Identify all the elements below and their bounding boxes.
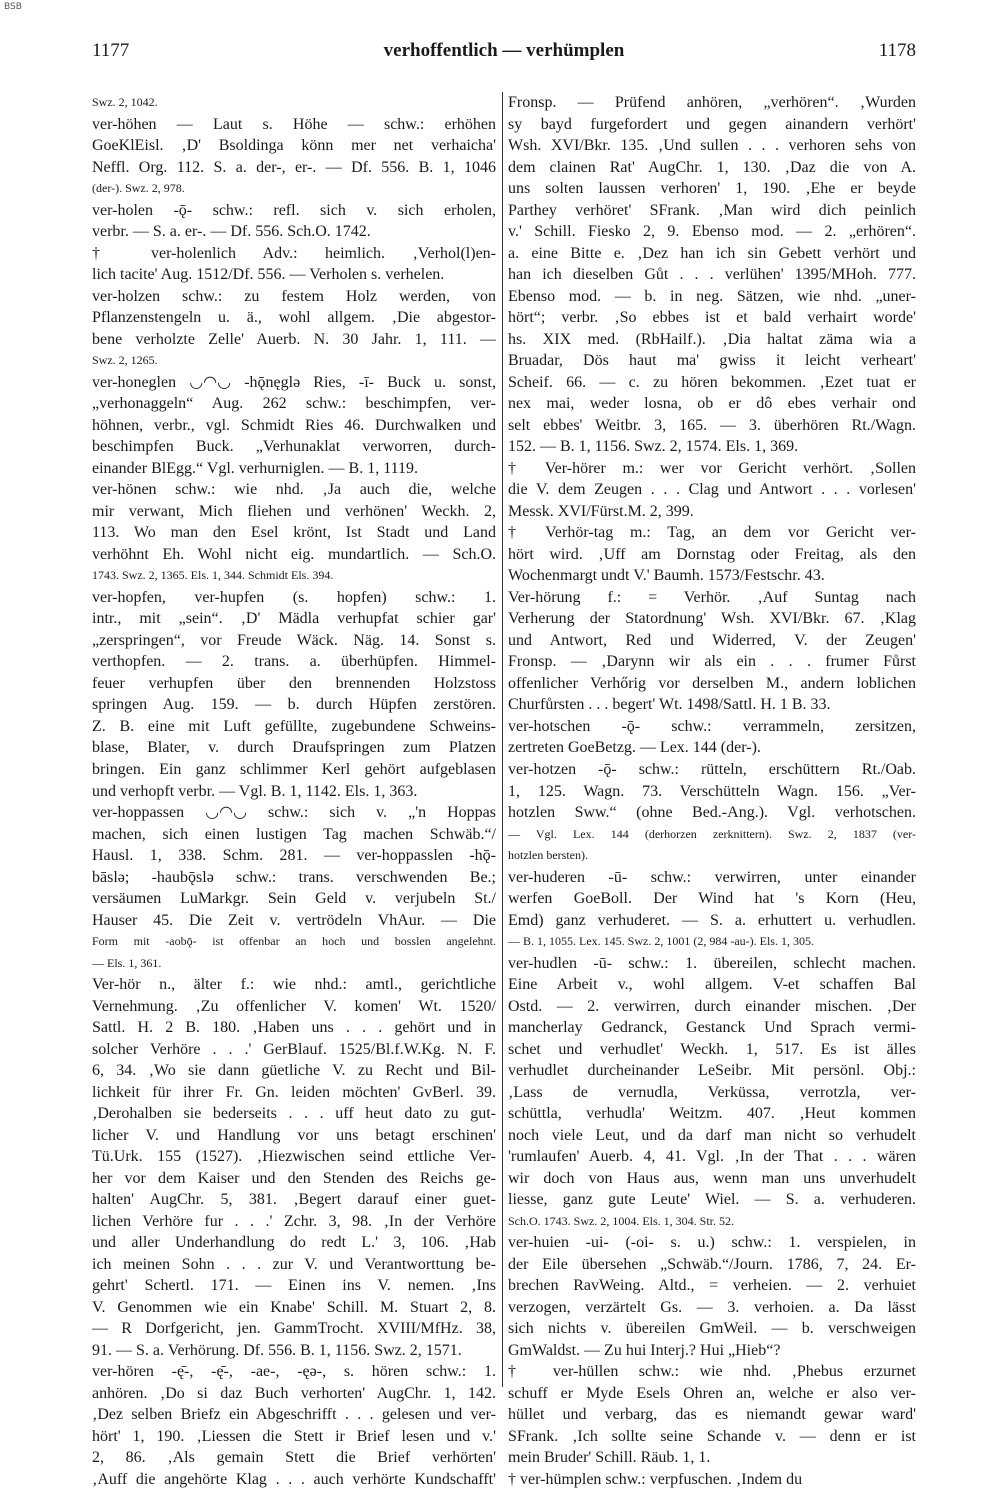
text-line: verhöhnt Eh. Wohl nicht eig. mundartlich. — Sch.O. bbox=[92, 545, 496, 563]
text-line: liesse, ganz gute Leute' Wiel. — S. a. verhuderen. bbox=[508, 1191, 916, 1209]
text-line: gehrt' Schertl. 171. — Einen ins V. nemen. ‚Ins bbox=[92, 1277, 496, 1295]
text-line: ver-holzen schw.: zu festem Holz werden, von bbox=[92, 287, 496, 305]
text-line: ver-höhen — Laut s. Höhe — schw.: erhöhen bbox=[92, 115, 496, 133]
text-line: werfen GoeBoll. Der Wind hat 's Korn (Heu, bbox=[508, 890, 916, 908]
text-line: „zerspringen“, vor Freude Wäck. Näg. 14. Sonst s. bbox=[92, 631, 496, 649]
text-line: Wochenmargt undt V.' Baumh. 1573/Festschr. 43. bbox=[508, 567, 825, 585]
text-line: — R Dorfgericht, jen. GammTrocht. XVIII/MfHz. 38, bbox=[92, 1320, 496, 1338]
text-line: ver-hudlen -ū- schw.: 1. übereilen, schlecht machen. bbox=[508, 954, 916, 972]
text-line: Ver-hör n., älter f.: wie nhd.: amtl., gerichtliche bbox=[92, 976, 496, 994]
text-line: ‚Auff die angehörte Klag . . . auch verhörte Kundschafft' bbox=[92, 1471, 496, 1488]
text-line: GoeKlEisl. ‚D' Bsoldinga könn mer net verhaicha' bbox=[92, 137, 496, 155]
text-line: einander BlEgg.“ Vgl. verhurniglen. — B. 1, 1119. bbox=[92, 459, 419, 477]
text-line: mancherlay Gedranck, Gestanck Und Sprach vermi- bbox=[508, 1019, 916, 1037]
text-line: lich tacite' Aug. 1512/Df. 556. — Verholen s. verhelen. bbox=[92, 266, 445, 284]
text-line: halten' AugChr. 5, 381. ‚Begert darauf einer guet- bbox=[92, 1191, 496, 1209]
text-line: 'rumlaufen' Auerb. 4, 41. Vgl. ‚In der That . . . wären bbox=[508, 1148, 916, 1166]
text-line: und Antwort, Red und Widerred, V. der Zeugen' bbox=[508, 631, 916, 649]
text-line: anhören. ‚Do si daz Buch verhorten' AugChr. 1, 142. bbox=[92, 1384, 496, 1402]
text-line: † Verhör-tag m.: Tag, an dem vor Gericht ver- bbox=[508, 524, 916, 542]
text-line: springen Aug. 159. — b. durch Hüpfen zerstören. bbox=[92, 696, 496, 714]
text-line: Sattl. H. 2 B. 180. ‚Haben uns . . . gehört und in bbox=[92, 1019, 496, 1037]
text-line: schet und verhudlet' Weckh. 1, 517. Es ist älles bbox=[508, 1040, 916, 1058]
text-line: hotzlen Sww.“ (ohne Bed.-Ang.). Vgl. verhotschen. bbox=[508, 804, 916, 822]
text-line: Tü.Urk. 155 (1527). ‚Hiezwischen seind ettliche Ver- bbox=[92, 1148, 496, 1166]
library-stamp: BSB bbox=[4, 2, 22, 12]
text-line: noch viele Leut, und da darf man nicht so verhudelt bbox=[508, 1126, 916, 1144]
text-line: lichen Verhöre fur . . .' Zchr. 3, 98. ‚In der Verhöre bbox=[92, 1212, 496, 1230]
text-line: Pflanzenstengeln u. ä., wohl allgem. ‚Die abgestor- bbox=[92, 309, 496, 327]
text-line: 1, 125. Wagn. 73. Verschütteln Wagn. 156. „Ver- bbox=[508, 782, 916, 800]
text-line: han ich dieselben Gůt . . . verlühen' 1395/MHoh. 777. bbox=[508, 266, 916, 284]
text-line: Wsh. XVI/Bkr. 135. ‚Und sullen . . . verhoren sehs von bbox=[508, 137, 916, 155]
right-column bbox=[508, 92, 916, 1491]
text-line: bāslə; -haubǭslə schw.: trans. verschwenden Be.; bbox=[92, 868, 496, 886]
text-line: zertreten GoeBetzg. — Lex. 144 (der-). bbox=[508, 739, 761, 757]
text-line: 2, 86. ‚Als gemain Stett die Brief verhörten' bbox=[92, 1449, 496, 1467]
text-line: hört' 1, 190. ‚Liessen die Stett ir Brief lesen und v.' bbox=[92, 1427, 496, 1445]
text-line: brechen RavWeing. Altd., = verheien. — 2. verhuiet bbox=[508, 1277, 916, 1295]
text-line: GmWaldst. — Zu hui Interj.? Hui „Hieb“? bbox=[508, 1341, 781, 1359]
text-line: hört wird. ‚Uff am Dornstag oder Freitag, als den bbox=[508, 545, 916, 563]
text-line: Eine Arbeit v., wohl allgem. V-et schaffen Bal bbox=[508, 976, 916, 994]
text-line: v.' Schill. Fiesko 2, 9. Ebenso mod. — 2. „erhören“. bbox=[508, 223, 916, 241]
text-line: der Eile übersehen „Schwäb.“/Journ. 1786, 7, 24. Er- bbox=[508, 1255, 916, 1273]
text-line: Churfůrsten . . . begert' Wt. 1498/Sattl. H. 1 B. 33. bbox=[508, 696, 831, 714]
text-line: hört“; verbr. ‚So ebbes ist et bald verhairt worde' bbox=[508, 309, 916, 327]
text-line: ver-hotzen -ǭ- schw.: rütteln, erschüttern Rt./Oab. bbox=[508, 760, 916, 778]
text-line: ‚Lass de vernudla, Verküssa, verrotzla, ver- bbox=[508, 1083, 916, 1101]
running-title: verhoffentlich — verhümplen bbox=[383, 40, 625, 61]
text-line: verhudlet durcheinander LeSeibr. Mit persönl. Obj.: bbox=[508, 1062, 916, 1080]
text-line: Hausl. 1, 338. Schm. 281. — ver-hoppasslen -hǭ- bbox=[92, 847, 496, 865]
text-line: — B. 1, 1055. Lex. 145. Swz. 2, 1001 (2, 984 -au-). Els. 1, 305. bbox=[508, 934, 814, 949]
text-line: beschimpfen Buck. „Verhunaklat verworren, durch- bbox=[92, 438, 496, 456]
text-line: uns solten laussen verhoren' 1, 190. ‚Ehe er beyde bbox=[508, 180, 916, 198]
text-line: bene verholzte Zelle' Auerb. N. 30 Jahr. 1, 111. — bbox=[92, 330, 496, 348]
text-line: selt ebbes' Weitbr. 3, 165. — 3. überhören Rt./Wagn. bbox=[508, 416, 916, 434]
text-line: verzogen, verzärtelt Gs. — 3. verhoien. a. Da lässt bbox=[508, 1298, 916, 1316]
text-line: Scheif. 66. — c. zu hören bekommen. ‚Ezet tuat er bbox=[508, 373, 916, 391]
text-line: her vor dem Kaiser und den Stenden des Reichs ge- bbox=[92, 1169, 496, 1187]
text-line: 113. Wo man den Esel krönt, Ist Stadt und Land bbox=[92, 524, 496, 542]
text-line: Swz. 2, 1265. bbox=[92, 353, 158, 368]
text-line: mir verwant, Mich fliehen und verhönen' Weckh. 2, bbox=[92, 502, 496, 520]
text-line: — Vgl. Lex. 144 (derhorzen zerknittern). Swz. 2, 1837 (ver- bbox=[508, 826, 916, 841]
text-line: versäumen LuMarkgr. Sein Geld v. verjubeln St./ bbox=[92, 890, 496, 908]
text-line: ich meinen Sohn . . . zur V. und Verantworttung be- bbox=[92, 1255, 496, 1273]
text-line: Ostd. — 2. verwirren, durch einander mischen. ‚Der bbox=[508, 997, 916, 1015]
text-line: Fronsp. — Prüfend anhören, „verhören“. ‚Wurden bbox=[508, 94, 916, 111]
text-line: hüllet und verbarg, das es niemandt gewar ward' bbox=[508, 1406, 916, 1424]
text-line: ver-huien -ui- (-oi- s. u.) schw.: 1. verspielen, in bbox=[508, 1234, 916, 1252]
text-line: 1743. Swz. 2, 1365. Els. 1, 344. Schmidt Els. 394. bbox=[92, 568, 334, 583]
right-page-number: 1178 bbox=[878, 40, 916, 61]
text-line: lichkeit für ihrer Fr. Gn. leiden möchten' GvBerl. 39. bbox=[92, 1083, 496, 1101]
text-line: schüttla, verhudla' Weitzm. 407. ‚Heut kommen bbox=[508, 1105, 916, 1123]
text-line: die V. dem Zeugen . . . Clag und Antwort . . . vorlesen' bbox=[508, 481, 916, 499]
text-line: schuff er Myde Esels Ohren an, welche er also ver- bbox=[508, 1384, 916, 1402]
text-line: † Ver-hörer m.: wer vor Gericht verhört. ‚Sollen bbox=[508, 459, 916, 477]
text-line: Parthey verhöret' SFrank. ‚Man wird dich peinlich bbox=[508, 201, 916, 219]
text-line: offenlicher Verhőrig vor derselben M., andern loblichen bbox=[508, 674, 916, 692]
text-line: licher V. und Handlung vor uns betagt erschinen' bbox=[92, 1126, 496, 1144]
text-line: feuer verhupfen über den brennenden Holzstoss bbox=[92, 674, 496, 692]
text-line: Z. B. eine mit Luft gefüllte, zugebundene Schweins- bbox=[92, 717, 496, 735]
text-line: sich nichts v. übereilen GmWeil. — b. verschweigen bbox=[508, 1320, 916, 1338]
text-line: ver-hören -ę̄-, -ę̄-, -ae-, -ęə-, s. hören schw.: 1. bbox=[92, 1363, 496, 1381]
text-line: hotzlen bersten). bbox=[508, 848, 588, 863]
text-line: sy bayd furgefordert und gegen ainandern verhört' bbox=[508, 115, 916, 133]
text-line: nex mai, weder losna, ob er dô ebes verhair ond bbox=[508, 395, 916, 413]
text-line: Neffl. Org. 112. S. a. der-, er-. — Df. 556. B. 1, 1046 bbox=[92, 158, 496, 176]
text-line: 91. — S. a. Verhörung. Df. 556. B. 1, 1156. Swz. 2, 1571. bbox=[92, 1341, 462, 1359]
text-line: und verhopft verbr. — Vgl. B. 1, 1142. Els. 1, 363. bbox=[92, 782, 418, 800]
text-line: ver-honeglen ◡◠◡ -hǭnęglə Ries, -ī- Buck u. sonst, bbox=[92, 373, 496, 391]
text-line: ver-hotschen -ǭ- schw.: verrammeln, zersitzen, bbox=[508, 717, 916, 735]
left-column bbox=[92, 92, 496, 1491]
text-line: Hauser 45. Die Zeit v. vertrödeln VhAur. — Die bbox=[92, 911, 496, 929]
text-line: verthopfen. — 2. trans. a. überhüpfen. Himmel- bbox=[92, 653, 496, 671]
text-line: Form mit -aobǭ- ist offenbar an hoch und bosslen angelehnt. bbox=[92, 934, 496, 949]
text-line: V. Genommen wie ein Knabe' Schill. M. Stuart 2, 8. bbox=[92, 1298, 496, 1316]
text-line: dem clainen Rat' AugChr. 1, 130. ‚Daz die von A. bbox=[508, 158, 916, 176]
text-line: † ver-hüllen schw.: wie nhd. ‚Phebus erzurnet bbox=[508, 1363, 916, 1381]
text-line: ‚Dez selben Briefz ein Abgeschrifft . . . gelesen und ver- bbox=[92, 1406, 496, 1424]
text-line: Verherung der Statordnung' Wsh. XVI/Bkr. 67. ‚Klag bbox=[508, 610, 916, 628]
text-line: a. eine Bitte e. ‚Dez han ich sin Gebett verhört und bbox=[508, 244, 916, 262]
text-line: verbr. — S. a. er-. — Df. 556. Sch.O. 1742. bbox=[92, 223, 371, 241]
text-line: ver-hoppassen ◡◠◡ schw.: sich v. „'n Hoppas bbox=[92, 804, 496, 822]
text-line: Bruadar, Dös haut ma' gwiss it leicht verheart' bbox=[508, 352, 916, 370]
text-line: blase, Blater, v. durch Draufspringen zum Platzen bbox=[92, 739, 496, 757]
text-line: † ver-hümplen schw.: verpfuschen. ‚Indem du bbox=[508, 1471, 803, 1488]
text-line: mein Bruder' Schill. Räub. 1, 1. bbox=[508, 1449, 711, 1467]
text-line: — Els. 1, 361. bbox=[92, 955, 162, 970]
text-line: machen, sich einen lustigen Tag machen Schwäb.“/ bbox=[92, 825, 496, 843]
text-line: ver-hopfen, ver-hupfen (s. hopfen) schw.: 1. bbox=[92, 588, 496, 606]
text-line: ver-hönen schw.: wie nhd. ‚Ja auch die, welche bbox=[92, 481, 496, 499]
text-line: solcher Verhöre . . .' GerBlauf. 1525/Bl.f.W.Kg. N. F. bbox=[92, 1040, 496, 1058]
text-line: Vernehmung. ‚Zu offenlicher V. komen' Wt. 1520/ bbox=[92, 997, 496, 1015]
text-line: bringen. Ein ganz schlimmer Kerl gehört aufgeblasen bbox=[92, 760, 496, 778]
text-line: Ver-hörung f.: = Verhör. ‚Auf Suntag nach bbox=[508, 588, 916, 606]
text-line: ver-holen -ǭ- schw.: refl. sich v. sich erholen, bbox=[92, 201, 496, 219]
text-line: „verhonaggeln“ Aug. 262 schw.: beschimpfen, ver- bbox=[92, 395, 496, 413]
text-line: ‚Derohalben sie bederseits . . . uff heut dato zu gut- bbox=[92, 1105, 496, 1123]
text-line: SFrank. ‚Ich sollte seine Schande v. — denn er ist bbox=[508, 1427, 916, 1445]
left-page-number: 1177 bbox=[92, 40, 130, 61]
text-line: intr., mit „sein“. ‚D' Mädla verhupfat schier gar' bbox=[92, 610, 496, 628]
text-line: † ver-holenlich Adv.: heimlich. ‚Verhol(l)en- bbox=[92, 244, 496, 262]
text-line: Swz. 2, 1042. bbox=[92, 95, 158, 109]
text-line: Fronsp. — ‚Darynn wir als ein . . . frumer Fůrst bbox=[508, 653, 916, 671]
text-line: Messk. XVI/Fürst.M. 2, 399. bbox=[508, 502, 694, 520]
text-line: höhnen, verbr., vgl. Schmidt Ries 46. Durchwalken und bbox=[92, 416, 496, 434]
page-header bbox=[92, 40, 916, 70]
column-divider bbox=[502, 92, 503, 1387]
text-line: Emd) ganz verhuderet. — S. a. erhuttert u. verhudlen. bbox=[508, 911, 916, 929]
text-line: (der-). Swz. 2, 978. bbox=[92, 181, 185, 196]
text-line: hs. XIX med. (RbHailf.). ‚Dia haltat zäma wia a bbox=[508, 330, 916, 348]
text-line: wir doch von Haus aus, wenn man uns unverhudelt bbox=[508, 1169, 916, 1187]
text-line: 6, 34. ‚Wo sie dann güetliche V. zu Recht und Bil- bbox=[92, 1062, 496, 1080]
text-line: und aller Underhandlung do redt L.' 3, 106. ‚Hab bbox=[92, 1234, 496, 1252]
text-line: Ebenso mod. — b. in neg. Sätzen, wie nhd. „uner- bbox=[508, 287, 916, 305]
text-line: ver-huderen -ū- schw.: verwirren, unter einander bbox=[508, 868, 916, 886]
text-line: 152. — B. 1, 1156. Swz. 2, 1574. Els. 1, 369. bbox=[508, 438, 799, 456]
text-line: Sch.O. 1743. Swz. 2, 1004. Els. 1, 304. Str. 52. bbox=[508, 1213, 735, 1228]
